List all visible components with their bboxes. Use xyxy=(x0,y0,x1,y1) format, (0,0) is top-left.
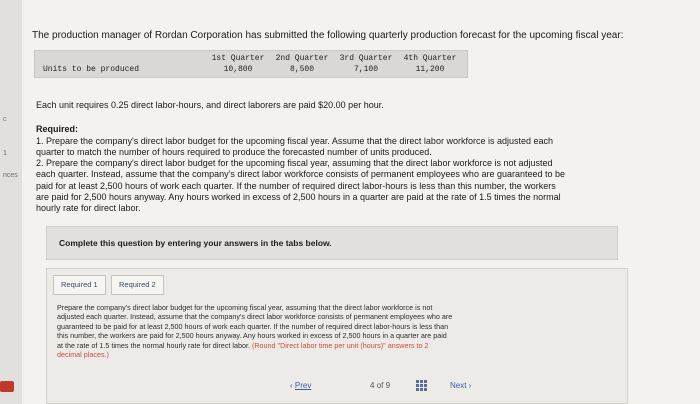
current-page: 4 xyxy=(370,381,375,390)
left-rail xyxy=(0,0,22,404)
question-sheet xyxy=(22,0,700,404)
labor-note: Each unit requires 0.25 direct labor-hours, and direct laborers are paid $20.00 per hour. xyxy=(36,100,384,110)
chevron-left-icon: ‹ xyxy=(290,381,293,390)
tab-required-2[interactable]: Required 2 xyxy=(111,275,164,295)
quarter-value: 7,100 xyxy=(353,65,378,74)
quarter-value: 8,500 xyxy=(289,65,314,74)
description-text: at the rate of 1.5 times the normal hourly rate for direct labor. xyxy=(57,340,250,350)
next-button[interactable] xyxy=(450,378,471,394)
grid-icon[interactable] xyxy=(416,380,427,391)
required-text-line: paid for at least 2,500 hours of work each quarter. If the number of required direct labor-hours is less than this number, the workers xyxy=(36,180,556,191)
chevron-right-icon: › xyxy=(468,381,472,390)
production-forecast-table xyxy=(34,50,468,78)
required-text-line: 2. Prepare the company's direct labor budget for the upcoming fiscal year, assuming that the direct labor workforce is not adjusted xyxy=(36,158,553,168)
description-line: guaranteed to be paid for at least 2,500 hours of work each quarter. If the number of required direct labor-hours is less than xyxy=(57,321,449,331)
required-item-2 xyxy=(36,158,641,214)
required-text-line: are paid for 2,500 hours anyway. Any hours worked in excess of 2,500 hours in a quarter are paid at the rate of 1.5 times the normal xyxy=(36,191,561,202)
prev-button[interactable] xyxy=(290,378,311,394)
quarter-header: 4th Quarter xyxy=(403,54,457,63)
quarter-value: 10,800 xyxy=(223,65,253,74)
required-item-1 xyxy=(36,136,641,159)
instructions-text: Complete this question by entering your answers in the tabs below. xyxy=(59,238,332,248)
description-line: adjusted each quarter. Instead, assume that the company's direct labor workforce consists of permanent employees who are xyxy=(57,312,453,322)
tab-description xyxy=(57,303,612,359)
rail-mark: c xyxy=(3,116,7,123)
description-line: this number, the workers are paid for 2,500 hours anyway. Any hours worked in excess of 2,500 hours in a quarter are paid xyxy=(57,331,447,341)
required-text-line: hourly rate for direct labor. xyxy=(36,203,141,214)
answer-tab-area xyxy=(46,268,628,404)
instructions-panel xyxy=(46,226,618,260)
page-of: of xyxy=(376,381,384,390)
description-line: Prepare the company's direct labor budget for the upcoming fiscal year, assuming that the direct labor workforce is not xyxy=(57,303,433,312)
problem-intro: The production manager of Rordan Corporation has submitted the following quarterly production forecast for the upcoming fiscal year: xyxy=(32,30,624,41)
prev-label: Prev xyxy=(294,381,312,390)
required-heading: Required: xyxy=(36,124,79,134)
rounding-hint: (Round "Direct labor time per unit (hours)" answers to 2 xyxy=(251,340,429,350)
required-text-line: 1. Prepare the company's direct labor budget for the upcoming fiscal year. Assume that the direct labor workforce is adjusted each xyxy=(36,136,553,146)
quarter-header: 2nd Quarter xyxy=(275,54,329,63)
description-line xyxy=(57,341,612,350)
total-pages: 9 xyxy=(385,381,391,390)
app-logo-badge[interactable] xyxy=(0,381,14,392)
required-text-line: each quarter. Instead, assume that the company's direct labor workforce consists of permanent employees who are guaranteed to be xyxy=(36,169,566,180)
required-text-line: quarter to match the number of hours required to produce the forecasted number of units produced. xyxy=(36,147,432,158)
page-counter xyxy=(370,378,390,394)
quarter-value: 11,200 xyxy=(415,65,445,74)
quarter-header: 1st Quarter xyxy=(211,54,265,63)
rounding-hint: decimal places.) xyxy=(57,350,109,360)
table-row-label: Units to be produced xyxy=(43,65,140,74)
rail-mark[interactable]: nces xyxy=(3,172,18,179)
next-label: Next xyxy=(450,381,467,390)
quarter-header: 3rd Quarter xyxy=(339,54,393,63)
rail-mark: 1 xyxy=(3,150,7,157)
tab-required-1[interactable]: Required 1 xyxy=(53,275,106,295)
